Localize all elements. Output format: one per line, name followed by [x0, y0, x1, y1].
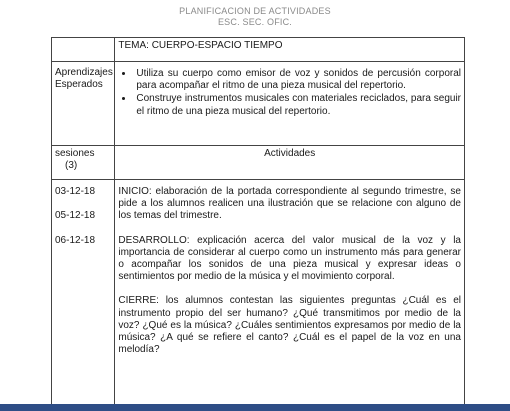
- aprendizajes-cell: [115, 62, 465, 146]
- dates-cell: [52, 180, 115, 410]
- session-date: 06-12-18: [55, 235, 96, 247]
- activities-cell: [115, 180, 465, 410]
- inicio-text: INICIO: elaboración de la portada correspondiente al segundo trimestre, se pide a los alumnos realicen una ilustración que se relacione con alguno de los temas del trimestre.: [118, 186, 461, 222]
- empty-cell: [52, 38, 115, 62]
- aprendizajes-label: Aprendizajes Esperados: [52, 62, 115, 146]
- actividades-header: Actividades: [115, 146, 465, 180]
- planning-table: [51, 37, 465, 410]
- document-subtitle: ESC. SEC. OFIC.: [217, 17, 292, 27]
- sesiones-cell: [52, 146, 115, 180]
- table-row: [52, 146, 465, 180]
- document-title: PLANIFICACION DE ACTIVIDADES: [179, 6, 331, 16]
- cierre-text: CIERRE: los alumnos contestan las siguientes preguntas ¿Cuál es el instrumento propio del ser humano? ¿Qué transmitimos por medio de la voz? ¿Qué es la música? ¿Cuáles sentimientos expresamos por medio de la música? ¿A qué se refiere el canto? ¿Cuál es el papel de la voz en una melodía?: [118, 295, 461, 356]
- session-date: 05-12-18: [55, 210, 96, 222]
- sesiones-label: sesiones: [55, 148, 95, 159]
- list-item: • Utiliza su cuerpo como emisor de voz y sonidos de percusión corporal para acompañar el ritmo de una pieza musical del repertorio.: [134, 67, 461, 92]
- session-date: 03-12-18: [55, 186, 96, 197]
- table-row: [52, 180, 465, 410]
- sesiones-count: (3): [65, 160, 78, 172]
- bottom-bar: [0, 404, 510, 411]
- list-item: • Construye instrumentos musicales con materiales reciclados, para seguir el ritmo de una pieza musical del repertorio.: [134, 92, 461, 117]
- tema-cell: TEMA: CUERPO-ESPACIO TIEMPO: [115, 38, 465, 62]
- desarrollo-text: DESARROLLO: explicación acerca del valor musical de la voz y la importancia de considerar al cuerpo como un instrumento más para generar o acompañar los sonidos de una pieza musical y expresar ideas o sentimientos por medio de la música y el movimiento corporal.: [118, 234, 461, 283]
- aprendizajes-list: [118, 67, 461, 118]
- table-row: [52, 62, 465, 146]
- table-row: [52, 38, 465, 62]
